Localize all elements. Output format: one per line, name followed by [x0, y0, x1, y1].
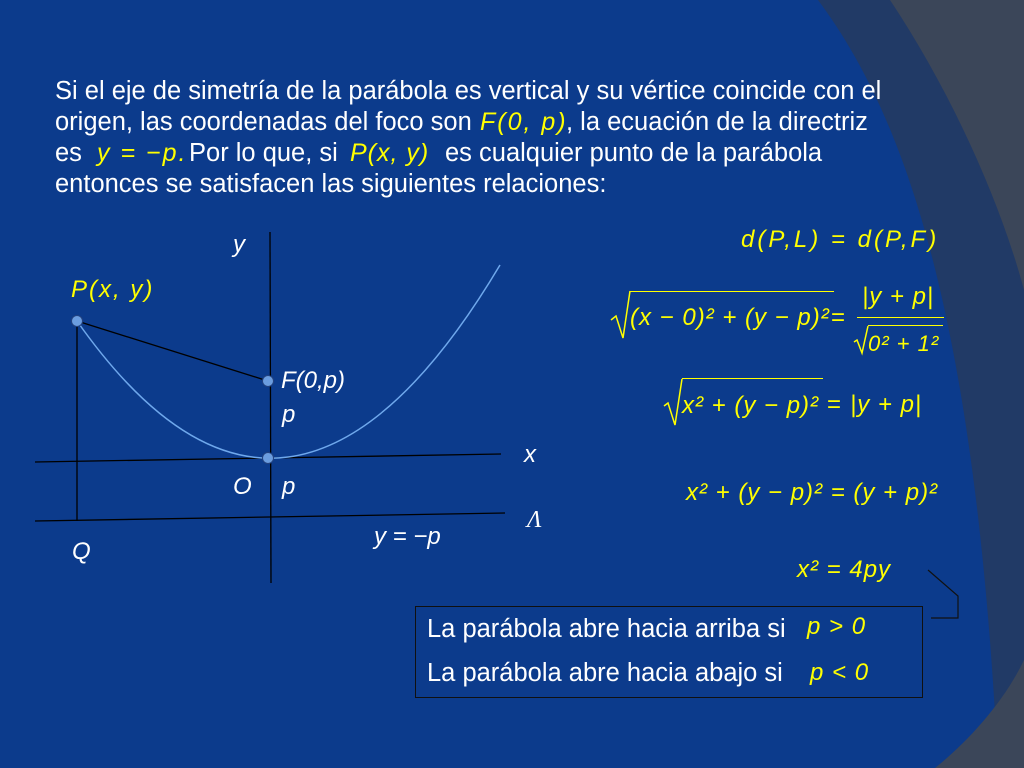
- opens-down-condition: p < 0: [810, 659, 870, 686]
- eq3-sqrt-sign: [664, 378, 683, 428]
- p-to-focus-segment: [77, 321, 268, 381]
- eq2-denominator-sqrt-sign: [854, 325, 869, 355]
- point-expression: P(x, y): [350, 139, 430, 167]
- directrix-distance-label: p: [282, 473, 296, 500]
- eq3-rhs: |y + p|: [850, 391, 923, 418]
- vertex-point-marker: [263, 453, 274, 464]
- opens-up-condition: p > 0: [807, 613, 867, 640]
- eq3-equals-sign: =: [827, 391, 843, 418]
- x-axis-label: x: [524, 441, 536, 468]
- intro-line-2-end: , la ecuación de la directriz: [566, 108, 868, 136]
- eq3-radicand: x² + (y − p)²: [682, 378, 823, 420]
- eq5-parabola-equation: x² = 4py: [797, 556, 892, 583]
- point-p-marker: [72, 316, 83, 327]
- opens-down-text: La parábola abre hacia abajo si: [427, 659, 783, 687]
- point-p-label: P(x, y): [71, 276, 155, 303]
- origin-label: O: [233, 473, 252, 500]
- eq2-numerator: |y + p|: [862, 283, 935, 310]
- eq4-squared-equation: x² + (y − p)² = (y + p)²: [686, 479, 939, 506]
- point-q-label: Q: [72, 538, 91, 565]
- intro-line-3-mid: Por lo que, si: [189, 139, 338, 167]
- directrix-name-label: Λ: [527, 507, 542, 533]
- focus-distance-label: p: [282, 401, 296, 428]
- eq2-equals-sign: =: [831, 304, 847, 331]
- opening-conditions-box: [415, 606, 923, 698]
- opens-up-text: La parábola abre hacia arriba si: [427, 615, 786, 643]
- intro-line-3-start: es: [55, 139, 82, 167]
- directrix-equation-label: y = −p: [374, 523, 441, 550]
- intro-line-3-end: es cualquier punto de la parábola: [445, 139, 823, 167]
- focus-label: F(0,p): [281, 367, 346, 394]
- eq2-radicand: (x − 0)² + (y − p)²: [630, 291, 834, 332]
- eq2-denominator-radicand: 0² + 1²: [868, 325, 943, 358]
- y-axis: [270, 232, 271, 583]
- eq2-fraction-bar: [857, 317, 944, 318]
- directrix-expression: y = −p.: [97, 139, 188, 167]
- intro-line-4: entonces se satisfacen las siguientes relaciones:: [55, 170, 607, 198]
- directrix-line: [35, 513, 505, 521]
- intro-line-1: Si el eje de simetría de la parábola es vertical y su vértice coincide con el: [55, 77, 882, 105]
- intro-line-2-start: origen, las coordenadas del foco son: [55, 108, 472, 136]
- callout-bracket: [928, 570, 958, 618]
- y-axis-label: y: [233, 231, 245, 258]
- eq2-sqrt-sign: [611, 290, 631, 340]
- focus-expression: F(0, p): [480, 108, 568, 136]
- focus-point-marker: [263, 376, 274, 387]
- distance-equality-equation: d(P,L) = d(P,F): [741, 226, 940, 253]
